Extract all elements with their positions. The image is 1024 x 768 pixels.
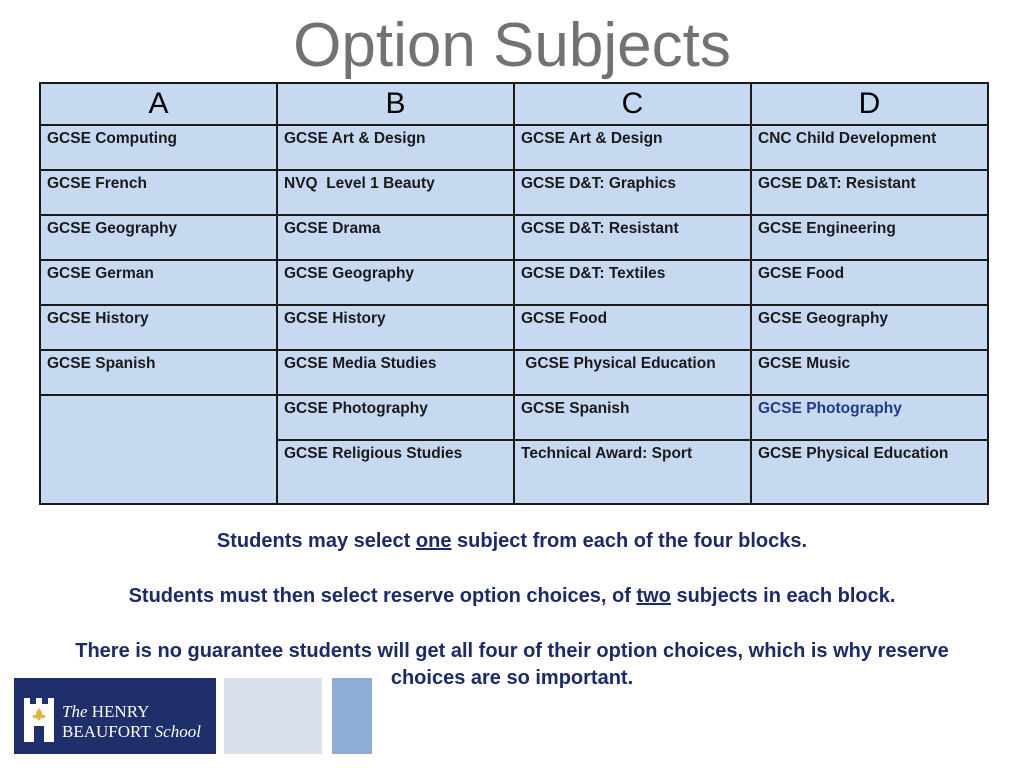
table-row: [40, 305, 988, 350]
table-row: [40, 260, 988, 305]
table-row: [40, 395, 988, 440]
decorative-swatch-light: [224, 678, 322, 754]
table-cell: GCSE German: [40, 260, 277, 305]
table-cell: GCSE Physical Education: [514, 350, 751, 395]
block-a-header: A: [40, 83, 277, 125]
option-blocks-table: [39, 82, 989, 505]
table-cell: GCSE Art & Design: [514, 125, 751, 170]
table-cell: GCSE Spanish: [40, 350, 277, 395]
table-row: [40, 215, 988, 260]
block-c-header: C: [514, 83, 751, 125]
note-no-guarantee: There is no guarantee students will get all four of their option choices, which is why reserve choices are so important.: [75, 640, 949, 689]
table-cell: CNC Child Development: [751, 125, 988, 170]
table-row: [40, 350, 988, 395]
table-cell: GCSE Photography: [751, 395, 988, 440]
school-logo: The HENRY BEAUFORT School: [14, 678, 216, 754]
note-reserve-two: Students must then select reserve option choices, of two subjects in each block.: [128, 585, 896, 607]
table-cell: GCSE French: [40, 170, 277, 215]
table-cell: GCSE D&T: Resistant: [514, 215, 751, 260]
table-cell: GCSE Spanish: [514, 395, 751, 440]
table-cell: GCSE Geography: [751, 305, 988, 350]
block-b-header: B: [277, 83, 514, 125]
note-select-one: Students may select one subject from each of the four blocks.: [216, 530, 808, 552]
header-row: [40, 83, 988, 125]
table-cell: GCSE Food: [751, 260, 988, 305]
table-cell: GCSE D&T: Textiles: [514, 260, 751, 305]
table-cell: GCSE Music: [751, 350, 988, 395]
table-cell: GCSE Drama: [277, 215, 514, 260]
table-row: [40, 170, 988, 215]
table-cell: GCSE D&T: Graphics: [514, 170, 751, 215]
table-cell: GCSE Geography: [40, 215, 277, 260]
crest-icon: [22, 688, 56, 744]
decorative-swatch-blue: [332, 678, 372, 754]
table-cell: GCSE Photography: [277, 395, 514, 440]
block-d-header: D: [751, 83, 988, 125]
table-cell: GCSE D&T: Resistant: [751, 170, 988, 215]
table-cell: GCSE Engineering: [751, 215, 988, 260]
page-title: Option Subjects: [293, 11, 731, 80]
table-cell: GCSE Physical Education: [751, 440, 988, 504]
table-cell: GCSE Media Studies: [277, 350, 514, 395]
table-cell: GCSE Art & Design: [277, 125, 514, 170]
table-cell: GCSE Computing: [40, 125, 277, 170]
table-row: [40, 125, 988, 170]
table-cell: GCSE History: [277, 305, 514, 350]
table-cell: NVQ Level 1 Beauty: [277, 170, 514, 215]
empty-merged-cell: [40, 395, 277, 504]
table-cell: GCSE Food: [514, 305, 751, 350]
table-cell: GCSE Geography: [277, 260, 514, 305]
table-cell: GCSE Religious Studies: [277, 440, 514, 504]
table-cell: Technical Award: Sport: [514, 440, 751, 504]
table-cell: GCSE History: [40, 305, 277, 350]
